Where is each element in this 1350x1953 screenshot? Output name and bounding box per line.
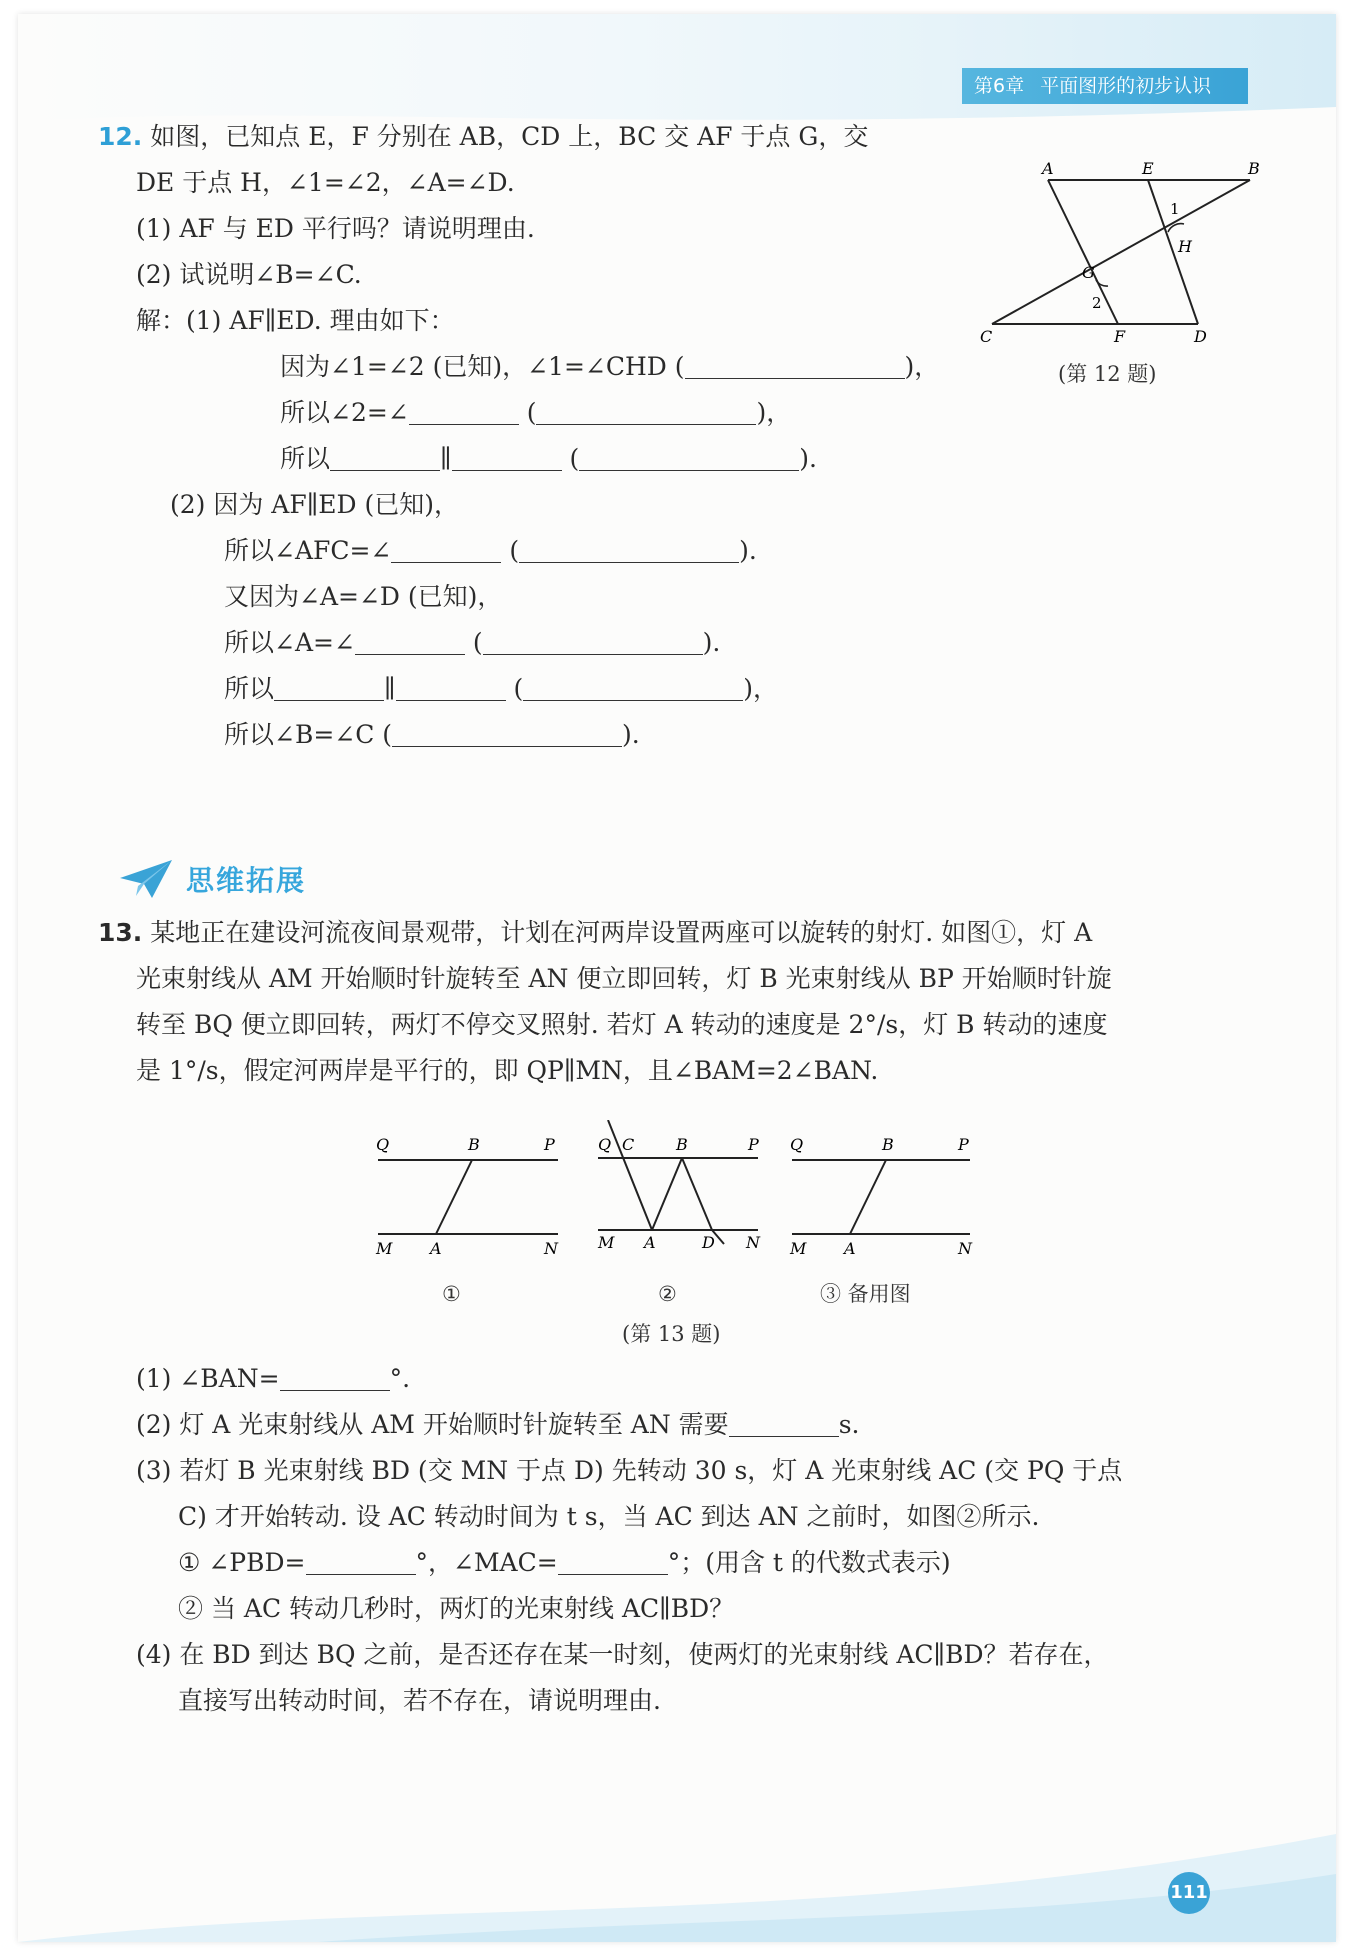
q13-part-3-sub-2: ② 当 AC 转动几秒时，两灯的光束射线 AC∥BD？ — [178, 1594, 735, 1623]
q12-label-f: F — [1114, 327, 1126, 346]
q12-step-1: 因为∠1=∠2 (已知)，∠1=∠CHD ( )， — [280, 352, 940, 381]
q12-step-3: 所以 ∥ ( ). — [280, 444, 817, 473]
q12-label-c: C — [980, 327, 993, 346]
q12-step-2: 所以∠2=∠ ( )， — [280, 398, 792, 427]
fig2-label-p: P — [748, 1135, 759, 1154]
q13-part-1: (1) ∠BAN= °. — [136, 1364, 411, 1393]
q12-label-e: E — [1142, 159, 1154, 178]
q12-part-2: (2) 试说明∠B=∠C. — [136, 260, 362, 289]
q12-stem-line-1 — [98, 120, 868, 154]
q13-stem-line-4: 是 1°/s，假定河两岸是平行的，即 QP∥MN，且∠BAM=2∠BAN. — [136, 1056, 879, 1085]
q12-figure-caption: (第 12 题) — [1058, 362, 1157, 386]
q12-figure — [958, 154, 1278, 354]
q13-stem-line-1 — [98, 916, 1092, 950]
q12-label-angle-2: 2 — [1092, 294, 1102, 312]
answer-blank[interactable] — [280, 1364, 390, 1391]
q12-label-angle-1: 1 — [1170, 200, 1180, 218]
fig1-label-p: P — [544, 1135, 555, 1154]
q13-part-2: (2) 灯 A 光束射线从 AM 开始顺时针旋转至 AN 需要 s. — [136, 1410, 860, 1439]
q12-solution-head: 解：(1) AF∥ED. 理由如下： — [136, 306, 455, 335]
fig1-label-b: B — [468, 1135, 480, 1154]
q13-stem-line-2: 光束射线从 AM 开始顺时针旋转至 AN 便立即回转，灯 B 光束射线从 BP 开始顺时针旋 — [136, 964, 1112, 993]
answer-blank[interactable] — [391, 536, 501, 563]
answer-blank[interactable] — [330, 444, 440, 471]
q12-part2-step-5: 所以∠B=∠C ( ). — [224, 720, 640, 749]
fig1-label-a: A — [430, 1239, 442, 1258]
q13-part-4-line-1: (4) 在 BD 到达 BQ 之前，是否还存在某一时刻，使两灯的光束射线 AC∥BD？若存在， — [136, 1640, 1109, 1669]
answer-blank[interactable] — [483, 628, 703, 655]
textbook-page — [18, 14, 1336, 1942]
fig2-label-d: D — [702, 1233, 715, 1252]
fig2-label-a: A — [644, 1233, 656, 1252]
q12-stem-line-2: DE 于点 H，∠1=∠2，∠A=∠D. — [136, 168, 515, 197]
fig3-label-a: A — [844, 1239, 856, 1258]
answer-blank[interactable] — [579, 444, 799, 471]
fig3-label-n: N — [958, 1239, 972, 1258]
answer-blank[interactable] — [274, 674, 384, 701]
answer-blank[interactable] — [519, 536, 739, 563]
q13-number: 13. — [98, 918, 143, 947]
q13-figure-3 — [780, 1124, 980, 1274]
q12-label-b: B — [1248, 159, 1260, 178]
q12-label-d: D — [1194, 327, 1207, 346]
fig2-label-b: B — [676, 1135, 688, 1154]
answer-blank[interactable] — [355, 628, 465, 655]
q12-label-g: G — [1082, 263, 1095, 282]
q13-stem-text-1: 某地正在建设河流夜间景观带，计划在河两岸设置两座可以旋转的射灯. 如图①，灯 A — [150, 918, 1093, 947]
q12-part2-step-0: (2) 因为 AF∥ED (已知)， — [170, 490, 460, 519]
q13-part-3-line-2: C) 才开始转动. 设 AC 转动时间为 t s，当 AC 到达 AN 之前时，如图②所示. — [178, 1502, 1040, 1531]
q12-part2-step-1: 所以∠AFC=∠ ( ). — [224, 536, 757, 565]
fig3-label-p: P — [958, 1135, 969, 1154]
q13-part-3-line-1: (3) 若灯 B 光束射线 BD (交 MN 于点 D) 先转动 30 s，灯 A 光束射线 AC (交 PQ 于点 — [136, 1456, 1123, 1485]
fig2-label-m: M — [598, 1233, 615, 1252]
q12-part2-step-3: 所以∠A=∠ ( ). — [224, 628, 721, 657]
q13-figure-caption: (第 13 题) — [622, 1322, 721, 1346]
fig3-label-m: M — [790, 1239, 807, 1258]
fig2-label-c: C — [622, 1135, 635, 1154]
q13-part-4-line-2: 直接写出转动时间，若不存在，请说明理由. — [178, 1686, 661, 1715]
q13-figure-3-caption: ③ 备用图 — [820, 1282, 911, 1306]
q12-part2-step-4: 所以 ∥ ( )， — [224, 674, 779, 703]
fig1-label-m: M — [376, 1239, 393, 1258]
fig2-label-n: N — [746, 1233, 760, 1252]
q12-part-1: (1) AF 与 ED 平行吗？请说明理由. — [136, 214, 535, 243]
answer-blank[interactable] — [558, 1548, 668, 1575]
q12-label-h: H — [1178, 237, 1192, 256]
footer-wave-decoration — [18, 1814, 1336, 1942]
q13-figure-1-caption: ① — [442, 1282, 461, 1306]
answer-blank[interactable] — [729, 1410, 839, 1437]
answer-blank[interactable] — [536, 398, 756, 425]
q13-part-3-sub-1: ① ∠PBD= °，∠MAC= °；(用含 t 的代数式表示) — [178, 1548, 951, 1577]
chapter-number: 第6章 — [974, 75, 1025, 97]
chapter-title: 平面图形的初步认识 — [1040, 75, 1212, 97]
fig3-label-q: Q — [790, 1135, 804, 1154]
fig2-label-q: Q — [598, 1135, 612, 1154]
answer-blank[interactable] — [523, 674, 743, 701]
q12-label-a: A — [1042, 159, 1054, 178]
answer-blank[interactable] — [396, 674, 506, 701]
q13-stem-line-3: 转至 BQ 便立即回转，两灯不停交叉照射. 若灯 A 转动的速度是 2°/s，灯 B 转动的速度 — [136, 1010, 1108, 1039]
q13-figure-1 — [368, 1124, 568, 1274]
q12-part2-step-2: 又因为∠A=∠D (已知)， — [224, 582, 503, 611]
paper-plane-icon — [118, 856, 174, 902]
q12-number: 12. — [98, 122, 143, 151]
fig3-label-b: B — [882, 1135, 894, 1154]
answer-blank[interactable] — [306, 1548, 416, 1575]
chapter-tag — [962, 68, 1248, 104]
q13-figure-2-caption: ② — [658, 1282, 677, 1306]
q12-stem-text-1: 如图，已知点 E，F 分别在 AB，CD 上，BC 交 AF 于点 G，交 — [150, 122, 869, 151]
q13-figure-2 — [578, 1120, 778, 1274]
answer-blank[interactable] — [452, 444, 562, 471]
answer-blank[interactable] — [392, 720, 622, 747]
section-title: 思维拓展 — [186, 864, 307, 897]
fig1-label-q: Q — [376, 1135, 390, 1154]
answer-blank[interactable] — [685, 352, 905, 379]
page-number: 111 — [1168, 1872, 1210, 1914]
fig1-label-n: N — [544, 1239, 558, 1258]
section-heading — [118, 854, 306, 904]
answer-blank[interactable] — [409, 398, 519, 425]
